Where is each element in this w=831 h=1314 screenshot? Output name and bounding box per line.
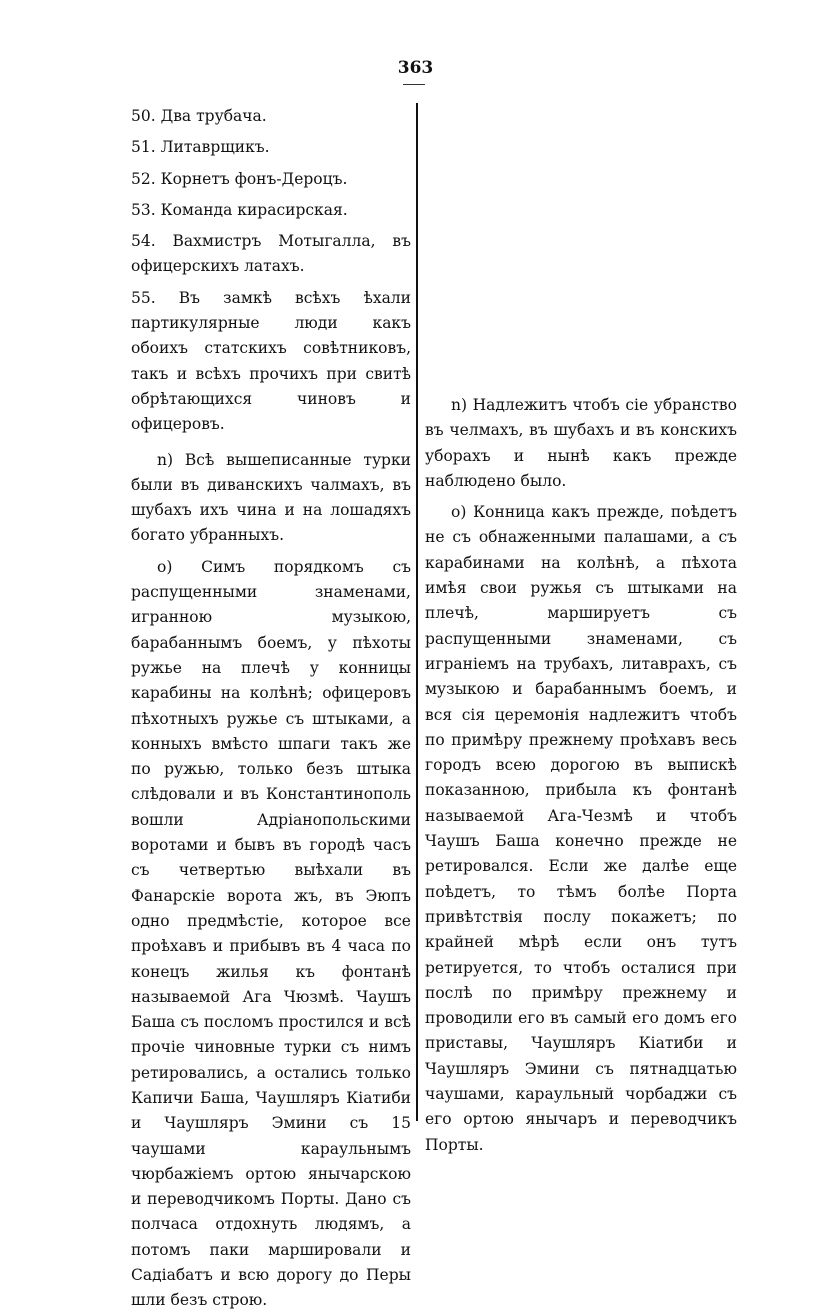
item-number: 53. — [131, 200, 156, 219]
item-number: 54. — [131, 232, 156, 251]
right-paragraph-n: n) Надлежитъ чтобъ сіе убранство въ челмахъ, въ шубахъ и въ конскихъ уборахъ и нынѣ какъ прежде наблюдено было. — [425, 396, 737, 490]
list-item-51 — [131, 135, 411, 160]
list-item-54 — [131, 229, 411, 280]
item-number: 50. — [131, 107, 156, 125]
left-paragraph-o: о) Симъ порядкомъ съ распущенными знаменами, игранною музыкою, барабаннымъ боемъ, у пѣхоты ружье на плечѣ у конницы карабины на колѣнѣ; офицеровъ пѣхотныхъ ружье съ штыками, а конныхъ вмѣсто шпаги такъ же по ружью, только безъ штыка слѣдовали и въ Константинополь вошли Адріанопольскими воротами и бывъ въ городѣ часъ съ четвертью выѣхали въ Фанарскіе ворота жъ, въ Эюпъ одно предмѣстіе, которое все проѣхавъ и прибывъ въ 4 часа по конецъ жилья къ фонтанѣ называемой Ага Чюзмѣ. Чаушъ Баша съ посломъ простился и всѣ прочіе чиновные турки съ нимъ ретировались, а остались только Капичи Баша, Чаушляръ Кіатиби и Чаушляръ Эмини съ 15 чаушами караульнымъ чюрбажіемъ ортою янычарскою и переводчикомъ Порты. Дано съ полчаса отдохнуть людямъ, а потомъ паки маршировали и Садіабатъ и всю дорогу до Перы шли безъ строю. — [131, 557, 411, 1310]
item-number: 51. — [131, 138, 156, 157]
list-item-50 — [131, 104, 411, 129]
list-item-53 — [131, 198, 411, 223]
right-paragraph-o: о) Конница какъ прежде, поѣдетъ не съ обнаженными палашами, а съ карабинами на колѣнѣ, а пѣхота имѣя свои ружья съ штыками на плечѣ, маршируетъ съ распущенными знаменами, съ играніемъ на трубахъ, литаврахъ, съ музыкою и барабаннымъ боемъ, и вся сія церемонія надлежитъ чтобъ по примѣру прежнему проѣхавъ весь городъ всею дорогою въ выпискѣ показанною, прибыла къ фонтанѣ называемой Ага-Чезмѣ и чтобъ Чаушъ Баша конечно прежде не ретировался. Если же далѣе еще поѣдетъ, то тѣмъ болѣе Порта привѣтствія послу покажетъ; по крайней мѣрѣ если онъ тутъ ретируется, то чтобъ осталися при послѣ по примѣру прежнему и проводили его въ самый его домъ его приставы, Чаушляръ Кіатиби и Чаушляръ Эмини съ пятнадцатью чаушами, караульный чорбаджи съ его ортою янычаръ и переводчикъ Порты. — [425, 503, 737, 1154]
item-text: Корнетъ фонъ-Дероцъ. — [160, 169, 348, 188]
left-column — [131, 104, 411, 1314]
item-text: Въ замкѣ всѣхъ ѣхали партикулярные люди какъ обоихъ статскихъ совѣтниковъ, такъ и всѣхъ прочихъ при свитѣ обрѣтающихся чиновъ и офицеровъ. — [131, 288, 411, 434]
item-text: Команда кирасирская. — [160, 200, 348, 219]
list-item-55 — [131, 286, 411, 438]
item-text: Два трубача. — [160, 107, 267, 125]
item-number: 52. — [131, 169, 156, 188]
item-text: Литаврщикъ. — [160, 138, 270, 157]
page-number: 363 — [397, 58, 434, 78]
item-text: Вахмистръ Мотыгалла, въ офицерскихъ латахъ. — [131, 232, 411, 276]
column-divider — [416, 103, 418, 1121]
item-number: 55. — [131, 288, 156, 307]
right-column — [425, 393, 737, 1158]
page-number-rule — [403, 84, 425, 85]
left-paragraph-n: n) Всѣ вышеписанные турки были въ диванскихъ чалмахъ, въ шубахъ ихъ чина и на лошадяхъ богато убранныхъ. — [131, 450, 411, 545]
list-item-52 — [131, 167, 411, 192]
